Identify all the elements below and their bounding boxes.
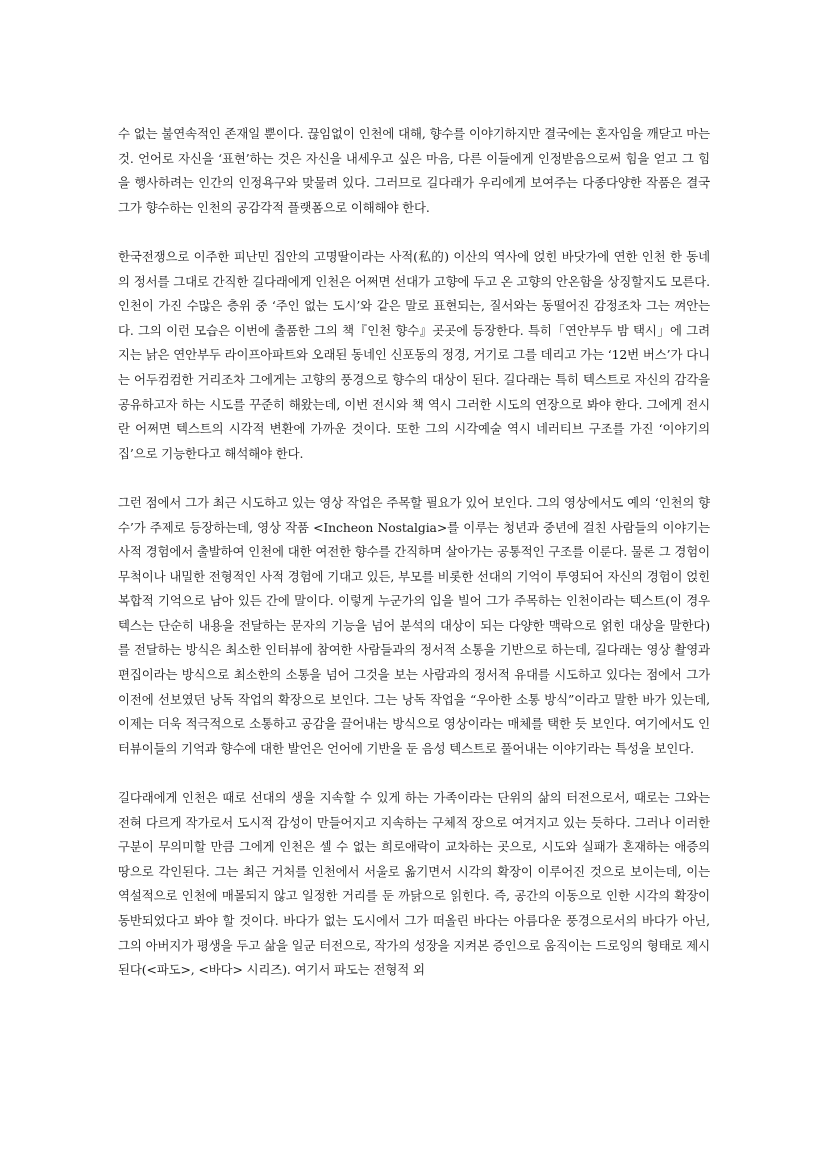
body-paragraph-1: 수 없는 불연속적인 존재일 뿐이다. 끊임없이 인천에 대해, 향수를 이야기하지만 결국에는 혼자임을 깨닫고 마는 것. 언어로 자신을 ‘표현’하는 것은 자신을 내세우고 싶은 마음, 다른 이들에게 인정받음으로써 힘을 얻고 그 힘을 행사하려는 인간의 인정욕구와 맞물려 있다. 그러므로 길다래가 우리에게 보여주는 다종다양한 작품은 결국 그가 향수하는 인천의 공감각적 플랫폼으로 이해해야 한다.: [118, 126, 710, 215]
body-paragraph-2: 한국전쟁으로 이주한 피난민 집안의 고명딸이라는 사적(私的) 이산의 역사에 얹힌 바닷가에 연한 인천 한 동네의 정서를 그대로 간직한 길다래에게 인천은 어쩌면 선대가 고향에 두고 온 고향의 안온함을 상징할지도 모른다. 인천이 가진 수많은 층위 중 ‘주인 없는 도시’와 같은 말로 표현되는, 질서와는 동떨어진 감정조차 그는 껴안는다. 그의 이런 모습은 이번에 출품한 그의 책『인천 향수』곳곳에 등장한다. 특히「연안부두 밤 택시」에 그려지는 낡은 연안부두 라이프아파트와 오래된 동네인 신포동의 정경, 거기로 그를 데리고 가는 ‘12번 버스’가 다니는 어두컴컴한 거리조차 그에게는 고향의 풍경으로 향수의 대상이 된다. 길다래는 특히 텍스트로 자신의 감각을 공유하고자 하는 시도를 꾸준히 해왔는데, 이번 전시와 책 역시 그러한 시도의 연장으로 봐야 한다. 그에게 전시란 어쩌면 텍스트의 시각적 변환에 가까운 것이다. 또한 그의 시각예술 역시 네러티브 구조를 가진 ‘이야기의 집’으로 기능한다고 해석해야 한다.: [118, 248, 710, 461]
document-page: [118, 122, 710, 983]
body-paragraph-4: 길다래에게 인천은 때로 선대의 생을 지속할 수 있게 하는 가족이라는 단위의 삶의 터전으로서, 때로는 그와는 전혀 다르게 작가로서 도시적 감성이 만들어지고 지속하는 구체적 장으로 여겨지고 있는 듯하다. 그러나 이러한 구분이 무의미할 만큼 그에게 인천은 셀 수 없는 희로애락이 교차하는 곳으로, 시도와 실패가 혼재하는 애증의 땅으로 각인된다. 그는 최근 거처를 인천에서 서울로 옮기면서 시각의 확장이 이루어진 것으로 보이는데, 이는 역설적으로 인천에 매몰되지 않고 일정한 거리를 둔 까닭으로 읽힌다. 즉, 공간의 이동으로 인한 시각의 확장이 동반되었다고 봐야 할 것이다. 바다가 없는 도시에서 그가 떠올린 바다는 아름다운 풍경으로서의 바다가 아닌, 그의 아버지가 평생을 두고 삶을 일군 터전으로, 작가의 성장을 지켜본 증인으로 움직이는 드로잉의 형태로 제시된다(<파도>, <바다> 시리즈). 여기서 파도는 전형적 외: [118, 790, 710, 978]
body-paragraph-3: 그런 점에서 그가 최근 시도하고 있는 영상 작업은 주목할 필요가 있어 보인다. 그의 영상에서도 예의 ‘인천의 향수’가 주제로 등장하는데, 영상 작품 <Incheon Nostalgia>를 이루는 청년과 중년에 걸친 사람들의 이야기는 사적 경험에서 출발하여 인천에 대한 여전한 향수를 간직하며 살아가는 공통적인 구조를 이룬다. 물론 그 경험이 무척이나 내밀한 전형적인 사적 경험에 기대고 있든, 부모를 비롯한 선대의 기억이 투영되어 자신의 경험이 얹힌 복합적 기억으로 남아 있든 간에 말이다. 이렇게 누군가의 입을 빌어 그가 주목하는 인천이라는 텍스트(이 경우 텍스는 단순히 내용을 전달하는 문자의 기능을 넘어 분석의 대상이 되는 다양한 맥락으로 얽힌 대상을 말한다)를 전달하는 방식은 최소한 인터뷰에 참여한 사람들과의 정서적 소통을 기반으로 하는데, 길다래는 영상 촬영과 편집이라는 방식으로 최소한의 소통을 넘어 그것을 보는 사람과의 정서적 유대를 시도하고 있다는 점에서 그가 이전에 선보였던 낭독 작업의 확장으로 보인다. 그는 낭독 작업을 “우아한 소통 방식”이라고 말한 바가 있는데, 이제는 더욱 적극적으로 소통하고 공감을 끌어내는 방식으로 영상이라는 매체를 택한 듯 보인다. 여기에서도 인터뷰이들의 기억과 향수에 대한 발언은 언어에 기반을 둔 음성 텍스트로 풀어내는 이야기라는 특성을 보인다.: [118, 494, 710, 756]
